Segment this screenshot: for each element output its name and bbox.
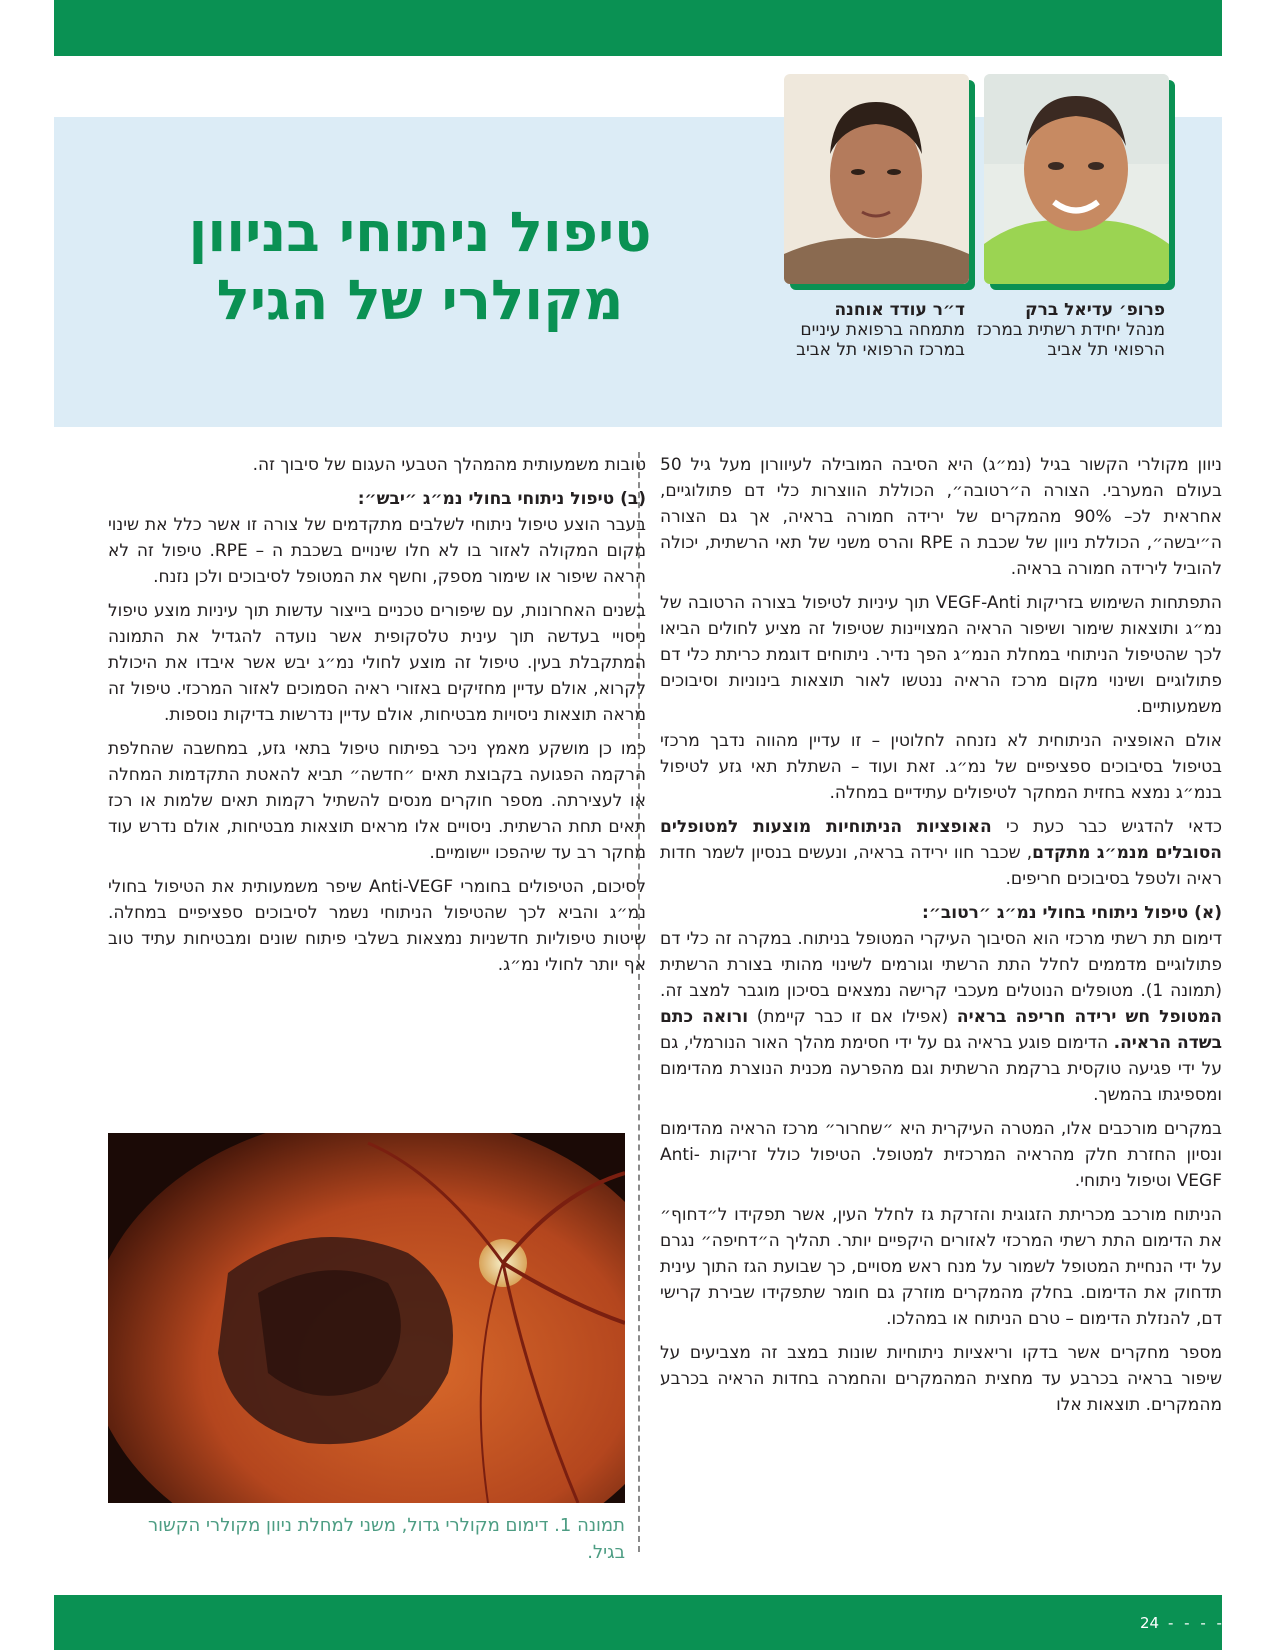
article-column-left [108, 452, 646, 986]
author-photo-ohana [784, 74, 969, 284]
paragraph: כמו כן מושקע מאמץ ניכר בפיתוח טיפול בתאי גזע, במחשבה שהחלפת הרקמה הפגועה בקבוצת תאים ״חדשה״ תביא להאטת התקדמות המחלה או לעצירתה. מספר חוקרים מנסים להשתיל רקמות תאים שלמות או רכז תאים תחת הרשתית. ניסויים אלו מראים תוצאות מבטיחות, אולם נדרש עוד מחקר רב עד שיהפכו יישומיים. [108, 739, 646, 863]
article-title [150, 198, 690, 334]
author-role: מתמחה ברפואת עיניים במרכז הרפואי תל אביב [796, 320, 965, 360]
text-run: , שכבר חוו ירידה בראיה, ונעשים בנסיון לשמר חדות ראיה ולטפל בסיבוכים חריפים. [660, 843, 1222, 889]
paragraph: ניוון מקולרי הקשור בגיל (נמ״ג) היא הסיבה המובילה לעיוורון מעל גיל 50 בעולם המערבי. הצורה ה״רטובה״, הכוללת הווצרות כלי דם פתולוגיים, אחראית לכ– 90% מהמקרים של ירידה חמורה בראיה, אך גם הצורה ה״יבשה״, הכוללת ניוון של שכבת ה RPE והרס משני של תאי הרשתית, יכולה להוביל לירידה חמורה בראיה. [660, 455, 1222, 579]
author-photo-barak [984, 74, 1169, 284]
author-role: מנהל יחידת רשתית במרכז הרפואי תל אביב [976, 320, 1165, 360]
paragraph: בעבר הוצע טיפול ניתוחי לשלבים מתקדמים של צורה זו אשר כלל את שינוי מקום המקולה לאזור בו לא חלו שינויים בשכבת ה – RPE. טיפול זה לא הראה שיפור או שימור מספק, וחשף את המטופל לסיבוכים ולכן נזנח. [108, 515, 646, 587]
paragraph: אולם האופציה הניתוחית לא נזנחה לחלוטין – זו עדיין מהווה נדבך מרכזי בטיפול בסיבוכים ספציפיים של נמ״ג. זאת ועוד – השתלת תאי גזע לטיפול בנמ״ג נמצא בחזית המחקר לטיפולים עתידיים במחלה. [660, 731, 1222, 803]
text-run: (אפילו אם זו כבר קיימת) [748, 1007, 957, 1027]
section-heading-wet: (א) טיפול ניתוחי בחולי נמ״ג ״רטוב״: [922, 903, 1222, 923]
author-name: פרופ׳ עדיאל ברק [1025, 300, 1165, 320]
article-column-right [660, 452, 1222, 1426]
paragraph: טובות משמעותית מהמהלך הטבעי העגום של סיבוך זה. [252, 455, 646, 475]
figure-caption: תמונה 1. דימום מקולרי גדול, משני למחלת ניוון מקולרי הקשור בגיל. [147, 1515, 625, 1563]
retina-fundus-photo [108, 1133, 625, 1503]
paragraph: מספר מחקרים אשר בדקו וריאציות ניתוחיות שונות במצב זה מצביעים על שיפור בראיה בכרבע עד מחצית המהמקרים והחמרה בחדות הראיה בכרבע מהמקרים. תוצאות אלו [660, 1343, 1222, 1415]
text-run: כדאי להדגיש כבר כעת כי [991, 817, 1222, 837]
text-run: הדימום פוגע בראיה גם על ידי חסימת מהלך האור הנורמלי, גם על ידי פגיעה טוקסית ברקמת הרשתית וגם מהפרעה מכנית הנוצרת מהדימום ומספיגתו בהמשך. [660, 1033, 1222, 1105]
paragraph: בשנים האחרונות, עם שיפורים טכניים בייצור עדשות תוך עיניות מוצע טיפול ניסויי בעדשה תוך עינית טלסקופית אשר נועדה להגדיל את התמונה המתקבלת בעין. טיפול זה מוצע לחולי נמ״ג יבש אשר איבדו את היכולת לקרוא, אולם עדיין מחזיקים באזורי ראיה הסמוכים לאזור המרכזי. טיפול זה מראה תוצאות ניסויות מבטיחות, אולם עדיין נדרשות בדיקות נוספות. [108, 601, 646, 725]
author-barak [975, 300, 1165, 360]
bold-text: האופציות הניתוחיות מוצעות למטופלים הסובלים מנמ״ג מתקדם [660, 817, 1222, 863]
author-name: ד״ר עודד אוחנה [834, 300, 965, 320]
paragraph: הניתוח מורכב מכריתת הזגוגית והזרקת גז לחלל העין, אשר תפקידו ל״דחוף״ את הדימום התת רשתי המרכזי לאזורים היקפיים יותר. תהליך ה״דחיפה״ נגרם על ידי הנחיית המטופל לשמור על מנח ראש מסויים, כך שבועת הגז התוך עינית תדחוק את הדימום. בחלק מהמקרים מוזרק גם חומר שתפקידו שבירת קרישי דם, להנזלת הדימום – טרם הניתוח או במהלכו. [660, 1205, 1222, 1329]
page-dashes: - - - - - [1168, 1614, 1242, 1632]
bold-text: ורואה כתם בשדה הראיה. [660, 1007, 1222, 1053]
text-run: דימום תת רשתי מרכזי הוא הסיבוך העיקרי המטופל בניתוח. במקרה זה כלי דם פתולוגיים מדממים לחלל התת הרשתי וגורמים לשינוי מהותי בצורת הרשתית (תמונה 1). מטופלים הנוטלים מעכבי קרישה נמצאים בסיכון מוגבר למצב זה. [660, 929, 1223, 1001]
title-line-1: טיפול ניתוחי בניוון [188, 200, 652, 264]
top-green-bar [54, 0, 1222, 56]
section-heading-dry: (ב) טיפול ניתוחי בחולי נמ״ג ״יבש״: [357, 489, 646, 509]
bold-text: המטופל חש ירידה חריפה בראיה [956, 1007, 1223, 1027]
paragraph [660, 926, 1222, 1108]
page-number: 24 [1140, 1614, 1160, 1632]
title-line-2: מקולרי של הגיל [216, 268, 624, 332]
bottom-green-bar [54, 1595, 1222, 1650]
paragraph: לסיכום, הטיפולים בחומרי Anti-VEGF שיפר משמעותית את הטיפול בחולי נמ״ג והביא לכך שהטיפול הניתוחי נשמר לסיבוכים ספציפיים במחלה. שיטות טיפוליות חדשניות נמצאות בשלבי פיתוח שונים ומבטיחות עתיד טוב אף יותר לחולי נמ״ג. [108, 877, 647, 975]
paragraph [660, 814, 1222, 892]
author-ohana [775, 300, 965, 360]
paragraph: התפתחות השימוש בזריקות VEGF-Anti תוך עיניות לטיפול בצורה הרטובה של נמ״ג ותוצאות שימור ושיפור הראיה המצויינות שטיפול זה מציע לחולים הביאו לכך שהטיפול הניתוחי במחלת הנמ״ג הפך נדיר. ניתוחים דוגמת כריתת כלי דם פתולוגיים ושינוי מקום מרכז הראיה ננטשו לאור תוצאות בינוניות וסיבוכים משמעותיים. [660, 593, 1222, 717]
paragraph: במקרים מורכבים אלו, המטרה העיקרית היא ״שחרור״ מרכז הראיה מהדימום ונסיון החזרת חלק מהראיה המרכזית למטופל. הטיפול כולל זריקות Anti-VEGF וטיפול ניתוחי. [660, 1119, 1222, 1191]
